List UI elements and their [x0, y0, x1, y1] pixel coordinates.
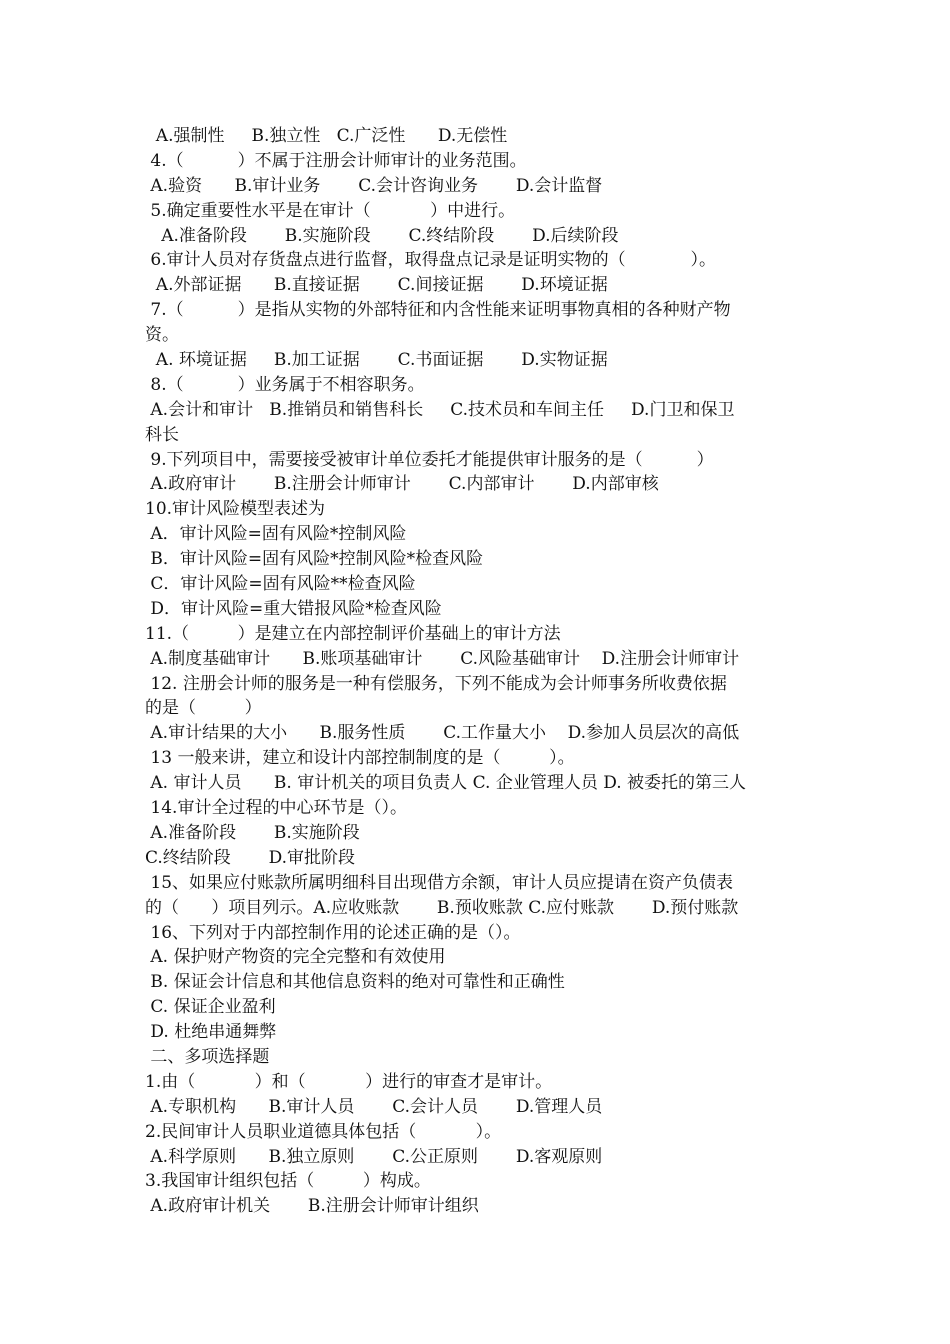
option-q10-c: C．审计风险=固有风险**检查风险 — [145, 574, 416, 595]
mc-question-1: 1.由（ ）和（ ）进行的审查才是审计。 — [145, 1071, 553, 1092]
option-q16-a: A. 保护财产物资的完全完整和有效使用 — [145, 947, 446, 968]
options-q9: A.政府审计 B.注册会计师审计 C.内部审计 D.内部审核 — [145, 474, 659, 495]
question-14: 14.审计全过程的中心环节是（）。 — [145, 798, 407, 819]
option-q10-b: B．审计风险=固有风险*控制风险*检查风险 — [145, 549, 484, 570]
question-13: 13 一般来讲，建立和设计内部控制制度的是（ ）。 — [145, 748, 575, 769]
question-7: 7.（ ）是指从实物的外部特征和内含性能来证明事物真相的各种财产物 — [145, 300, 731, 321]
question-8: 8.（ ）业务属于不相容职务。 — [145, 374, 425, 395]
question-5: 5.确定重要性水平是在审计（ ）中进行。 — [145, 200, 516, 221]
option-q16-d: D. 杜绝串通舞弊 — [145, 1022, 277, 1043]
options-q14-cd: C.终结阶段 D.审批阶段 — [145, 847, 356, 868]
question-10: 10.审计风险模型表述为 — [145, 499, 326, 520]
options-q8: A.会计和审计 B.推销员和销售科长 C.技术员和车间主任 D.门卫和保卫 — [145, 399, 735, 420]
option-q10-a: A．审计风险=固有风险*控制风险 — [145, 524, 407, 545]
options-q12: A.审计结果的大小 B.服务性质 C.工作量大小 D.参加人员层次的高低 — [145, 723, 740, 744]
mc-options-2: A.科学原则 B.独立原则 C.公正原则 D.客观原则 — [145, 1146, 603, 1167]
question-9: 9.下列项目中，需要接受被审计单位委托才能提供审计服务的是（ ） — [145, 449, 714, 470]
options-q4: A.验资 B.审计业务 C.会计咨询业务 D.会计监督 — [145, 175, 603, 196]
document-body — [145, 124, 815, 1219]
question-12-cont: 的是（ ） — [145, 698, 262, 719]
section-heading-multiple-choice: 二、多项选择题 — [145, 1046, 270, 1067]
mc-options-3: A.政府审计机关 B.注册会计师审计组织 — [145, 1196, 479, 1217]
options-q6: A.外部证据 B.直接证据 C.间接证据 D.环境证据 — [145, 275, 608, 296]
question-16: 16、下列对于内部控制作用的论述正确的是（）。 — [145, 922, 521, 943]
options-q3: A.强制性 B.独立性 C.广泛性 D.无偿性 — [145, 126, 508, 146]
question-4: 4.（ ）不属于注册会计师审计的业务范围。 — [145, 150, 527, 171]
options-q11: A.制度基础审计 B.账项基础审计 C.风险基础审计 D.注册会计师审计 — [145, 648, 740, 669]
options-q13: A. 审计人员 B. 审计机关的项目负责人 C. 企业管理人员 D. 被委托的第三人 — [145, 773, 747, 794]
mc-question-2: 2.民间审计人员职业道德具体包括（ ）。 — [145, 1121, 502, 1142]
mc-options-1: A.专职机构 B.审计人员 C.会计人员 D.管理人员 — [145, 1096, 603, 1117]
question-15: 15、如果应付账款所属明细科目出现借方余额，审计人员应提请在资产负债表 — [145, 872, 734, 893]
question-6: 6.审计人员对存货盘点进行监督，取得盘点记录是证明实物的（ ）。 — [145, 250, 716, 271]
options-q14-ab: A.准备阶段 B.实施阶段 — [145, 822, 360, 843]
options-q7: A. 环境证据 B.加工证据 C.书面证据 D.实物证据 — [145, 350, 608, 371]
mc-question-3: 3.我国审计组织包括（ ）构成。 — [145, 1171, 431, 1192]
option-q16-b: B. 保证会计信息和其他信息资料的绝对可靠性和正确性 — [145, 972, 565, 993]
question-7-cont: 资。 — [145, 325, 179, 346]
option-q10-d: D．审计风险=重大错报风险*检查风险 — [145, 598, 442, 619]
question-12: 12. 注册会计师的服务是一种有偿服务，下列不能成为会计师事务所收费依据 — [145, 673, 727, 694]
options-q8-cont: 科长 — [145, 424, 179, 445]
question-11: 11.（ ）是建立在内部控制评价基础上的审计方法 — [145, 623, 561, 644]
question-15-cont: 的（ ）项目列示。A.应收账款 B.预收账款 C.应付账款 D.预付账款 — [145, 897, 739, 918]
option-q16-c: C. 保证企业盈利 — [145, 997, 276, 1018]
options-q5: A.准备阶段 B.实施阶段 C.终结阶段 D.后续阶段 — [145, 225, 619, 246]
